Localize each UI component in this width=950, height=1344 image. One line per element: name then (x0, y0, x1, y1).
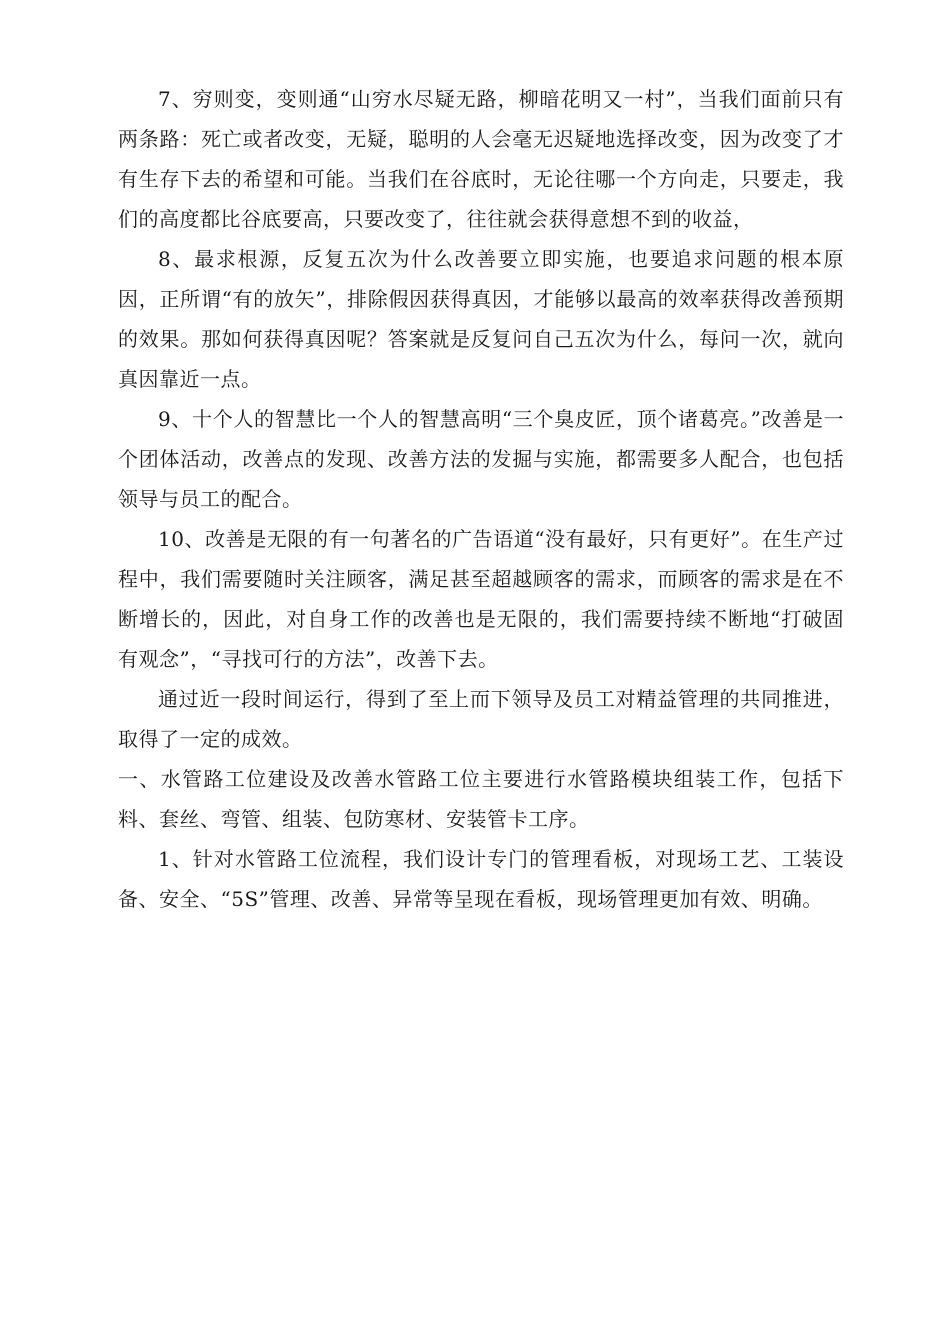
paragraph-9-teamwork: 9、十个人的智慧比一个人的智慧高明“三个臭皮匠，顶个诸葛亮。”改善是一个团体活动，改善点的发现、改善方法的发掘与实施，都需要多人配合，也包括领导与员工的配合。 (118, 407, 844, 511)
paragraph-7-change: 7、穷则变，变则通“山穷水尽疑无路，柳暗花明又一村”，当我们面前只有两条路：死亡或者改变，无疑，聪明的人会毫无迟疑地选择改变，因为改变了才有生存下去的希望和可能。当我们在谷底时，无论往哪一个方向走，只要走，我们的高度都比谷底要高，只要改变了，往往就会获得意想不到的收益， (118, 87, 844, 231)
document-body (118, 79, 844, 919)
paragraph-1-management-board: 1、针对水管路工位流程，我们设计专门的管理看板，对现场工艺、工装设备、安全、“5S”管理、改善、异常等呈现在看板，现场管理更加有效、明确。 (118, 847, 844, 911)
paragraph-results: 通过近一段时间运行，得到了至上而下领导及员工对精益管理的共同推进，取得了一定的成效。 (118, 687, 844, 751)
paragraph-10-continuous: 10、改善是无限的有一句著名的广告语道“没有最好，只有更好”。在生产过程中，我们需要随时关注顾客，满足甚至超越顾客的需求，而顾客的需求是在不断增长的，因此，对自身工作的改善也是无限的，我们需要持续不断地“打破固有观念”，“寻找可行的方法”，改善下去。 (118, 527, 844, 671)
paragraph-8-root-cause: 8、最求根源，反复五次为什么改善要立即实施，也要追求问题的根本原因，正所谓“有的放矢”，排除假因获得真因，才能够以最高的效率获得改善预期的效果。那如何获得真因呢？答案就是反复问自己五次为什么，每问一次，就向真因靠近一点。 (118, 247, 844, 391)
section-heading-water-pipe: 一、水管路工位建设及改善水管路工位主要进行水管路模块组装工作，包括下料、套丝、弯管、组装、包防寒材、安装管卡工序。 (118, 767, 844, 831)
